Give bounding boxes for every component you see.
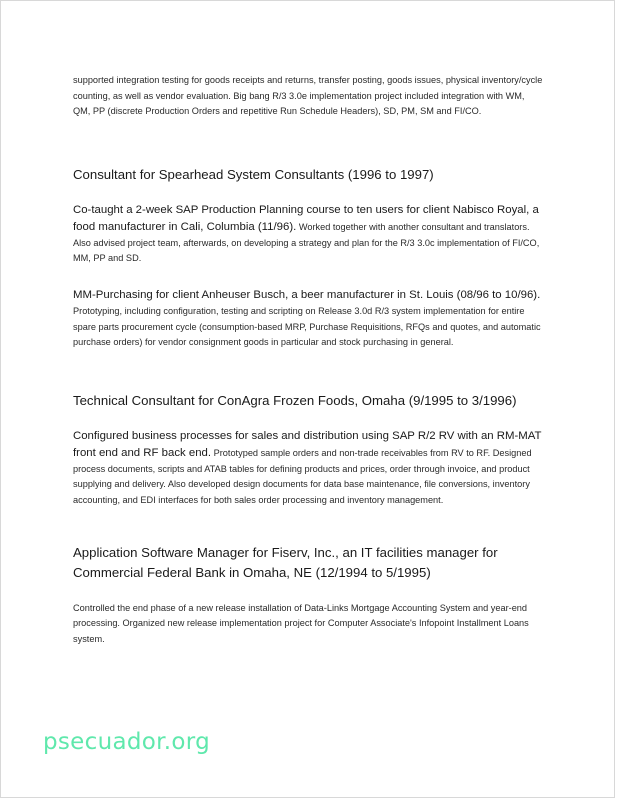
- entry-body: Worked together with another consultant and translators. Also advised project team, afterwards, on developing a strategy and plan for the R/3 3.0c implementation of FI/CO, MM, PP and SD.: [73, 221, 540, 264]
- entry-conagra: [73, 428, 543, 509]
- entry-body: Controlled the end phase of a new release installation of Data-Links Mortgage Accounting System and year-end processing. Organized new release implementation project for Computer Associate's Infopoint Installment Loans system.: [73, 602, 529, 644]
- entry-body: Prototyped sample orders and non-trade receivables from RV to RF. Designed process documents, scripts and ATAB tables for defining products and prices, order through invoice, and product supplying and delivery. Also developed design documents for data base maintenance, file conversions, inventory accounting, and EDI interfaces for both sales order processing and inventory management.: [73, 447, 532, 505]
- section-heading: Consultant for Spearhead System Consultants (1996 to 1997): [73, 166, 434, 182]
- entry-body: Prototyping, including configuration, testing and scripting on Release 3.0d R/3 system implementation for entire spare parts procurement cycle (consumption-based MRP, Purchase Requisitions, RFQs and quotes, and automatic purchase orders) for vendor consignment goods in particular and stock purchasing in general.: [73, 305, 541, 348]
- entry-anheuser: [73, 287, 543, 351]
- section-fiserv: [73, 543, 543, 648]
- entry-fiserv: [73, 601, 543, 648]
- section-spearhead: [73, 165, 543, 351]
- entry-lead: Co-taught a 2-week SAP Production Planning course to ten users for client Nabisco Royal, a food manufacturer in Cali, Columbia (11/96).: [73, 203, 539, 233]
- intro-paragraph: supported integration testing for goods receipts and returns, transfer posting, goods issues, physical inventory/cycle counting, as well as vendor evaluation. Big bang R/3 3.0e implementation project included integration with WM, QM, PP (discrete Production Orders and repetitive Run Schedule Headers), SD, PM, SM and FI/CO.: [73, 75, 543, 117]
- entry-nabisco: [73, 202, 543, 267]
- entry-lead: MM-Purchasing for client Anheuser Busch, a beer manufacturer in St. Louis (08/96 to 10/96).: [73, 288, 541, 301]
- page-content: [73, 73, 543, 647]
- entry-lead: Configured business processes for sales and distribution using SAP R/2 RV with an RM-MAT front end and RF back end.: [73, 429, 542, 459]
- section-heading: Application Software Manager for Fiserv, Inc., an IT facilities manager for Commercial Federal Bank in Omaha, NE (12/1994 to 5/1995): [73, 544, 498, 580]
- section-conagra: [73, 391, 543, 509]
- watermark-text: psecuador.org: [43, 729, 210, 755]
- section-heading: Technical Consultant for ConAgra Frozen Foods, Omaha (9/1995 to 3/1996): [73, 392, 517, 408]
